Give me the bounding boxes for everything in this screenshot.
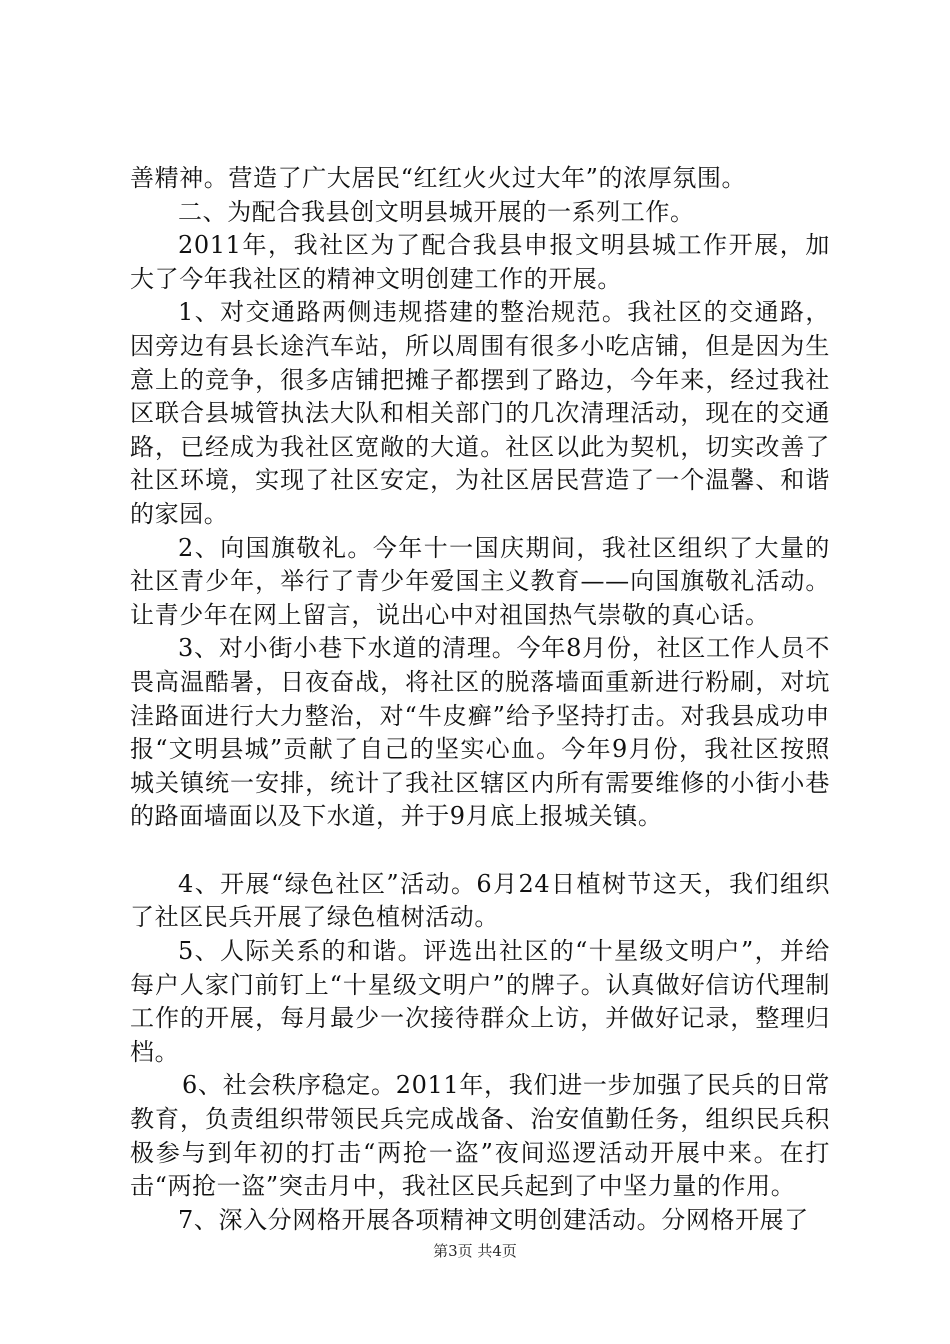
paragraph-item-5: 5、人际关系的和谐。评选出社区的“十星级文明户”，并给每户人家门前钉上“十星级文明户”的牌子。认真做好信访代理制工作的开展，每月最少一次接待群众上访，并做好记录，整理归档。 <box>130 937 830 1066</box>
paragraph-item-1: 1、对交通路两侧违规搭建的整治规范。我社区的交通路，因旁边有县长途汽车站，所以周围有很多小吃店铺，但是因为生意上的竞争，很多店铺把摊子都摆到了路边，今年来，经过我社区联合县城管执法大队和相关部门的几次清理活动，现在的交通路，已经成为我社区宽敞的大道。社区以此为契机，切实改善了社区环境，实现了社区安定，为社区居民营造了一个温馨、和谐的家园。 <box>130 298 830 528</box>
paragraph-continuation: 善精神。营造了广大居民“红红火火过大年”的浓厚氛围。 <box>130 164 747 192</box>
section-heading-two: 二、为配合我县创文明县城开展的一系列工作。 <box>178 197 695 226</box>
paragraph-intro-2011: 2011年，我社区为了配合我县申报文明县城工作开展，加大了今年我社区的精神文明创建工作的开展。 <box>130 231 830 293</box>
paragraph-item-3: 3、对小街小巷下水道的清理。今年8月份，社区工作人员不畏高温酷暑，日夜奋战，将社区的脱落墙面重新进行粉刷，对坑洼路面进行大力整治，对“牛皮癣”给予坚持打击。对我县成功申报“文明县城”贡献了自己的坚实心血。今年9月份，我社区按照城关镇统一安排，统计了我社区辖区内所有需要维修的小街小巷的路面墙面以及下水道，并于9月底上报城关镇。 <box>130 634 830 831</box>
paragraph-item-6: 6、社会秩序稳定。2011年，我们进一步加强了民兵的日常教育，负责组织带领民兵完成战备、治安值勤任务，组织民兵积极参与到年初的打击“两抢一盗”夜间巡逻活动开展中来。在打击“两抢一盗”突击月中，我社区民兵起到了中坚力量的作用。 <box>130 1071 830 1201</box>
paragraph-item-7: 7、深入分网格开展各项精神文明创建活动。分网格开展了 <box>178 1205 809 1234</box>
document-body <box>130 162 830 1237</box>
page-footer: 第3页 共4页 <box>433 1242 517 1260</box>
paragraph-item-2: 2、向国旗敬礼。今年十一国庆期间，我社区组织了大量的社区青少年，举行了青少年爱国主义教育——向国旗敬礼活动。让青少年在网上留言，说出心中对祖国热气崇敬的真心话。 <box>130 533 830 629</box>
paragraph-item-4: 4、开展“绿色社区”活动。6月24日植树节这天，我们组织了社区民兵开展了绿色植树活动。 <box>130 869 830 932</box>
blank-line <box>130 834 830 868</box>
